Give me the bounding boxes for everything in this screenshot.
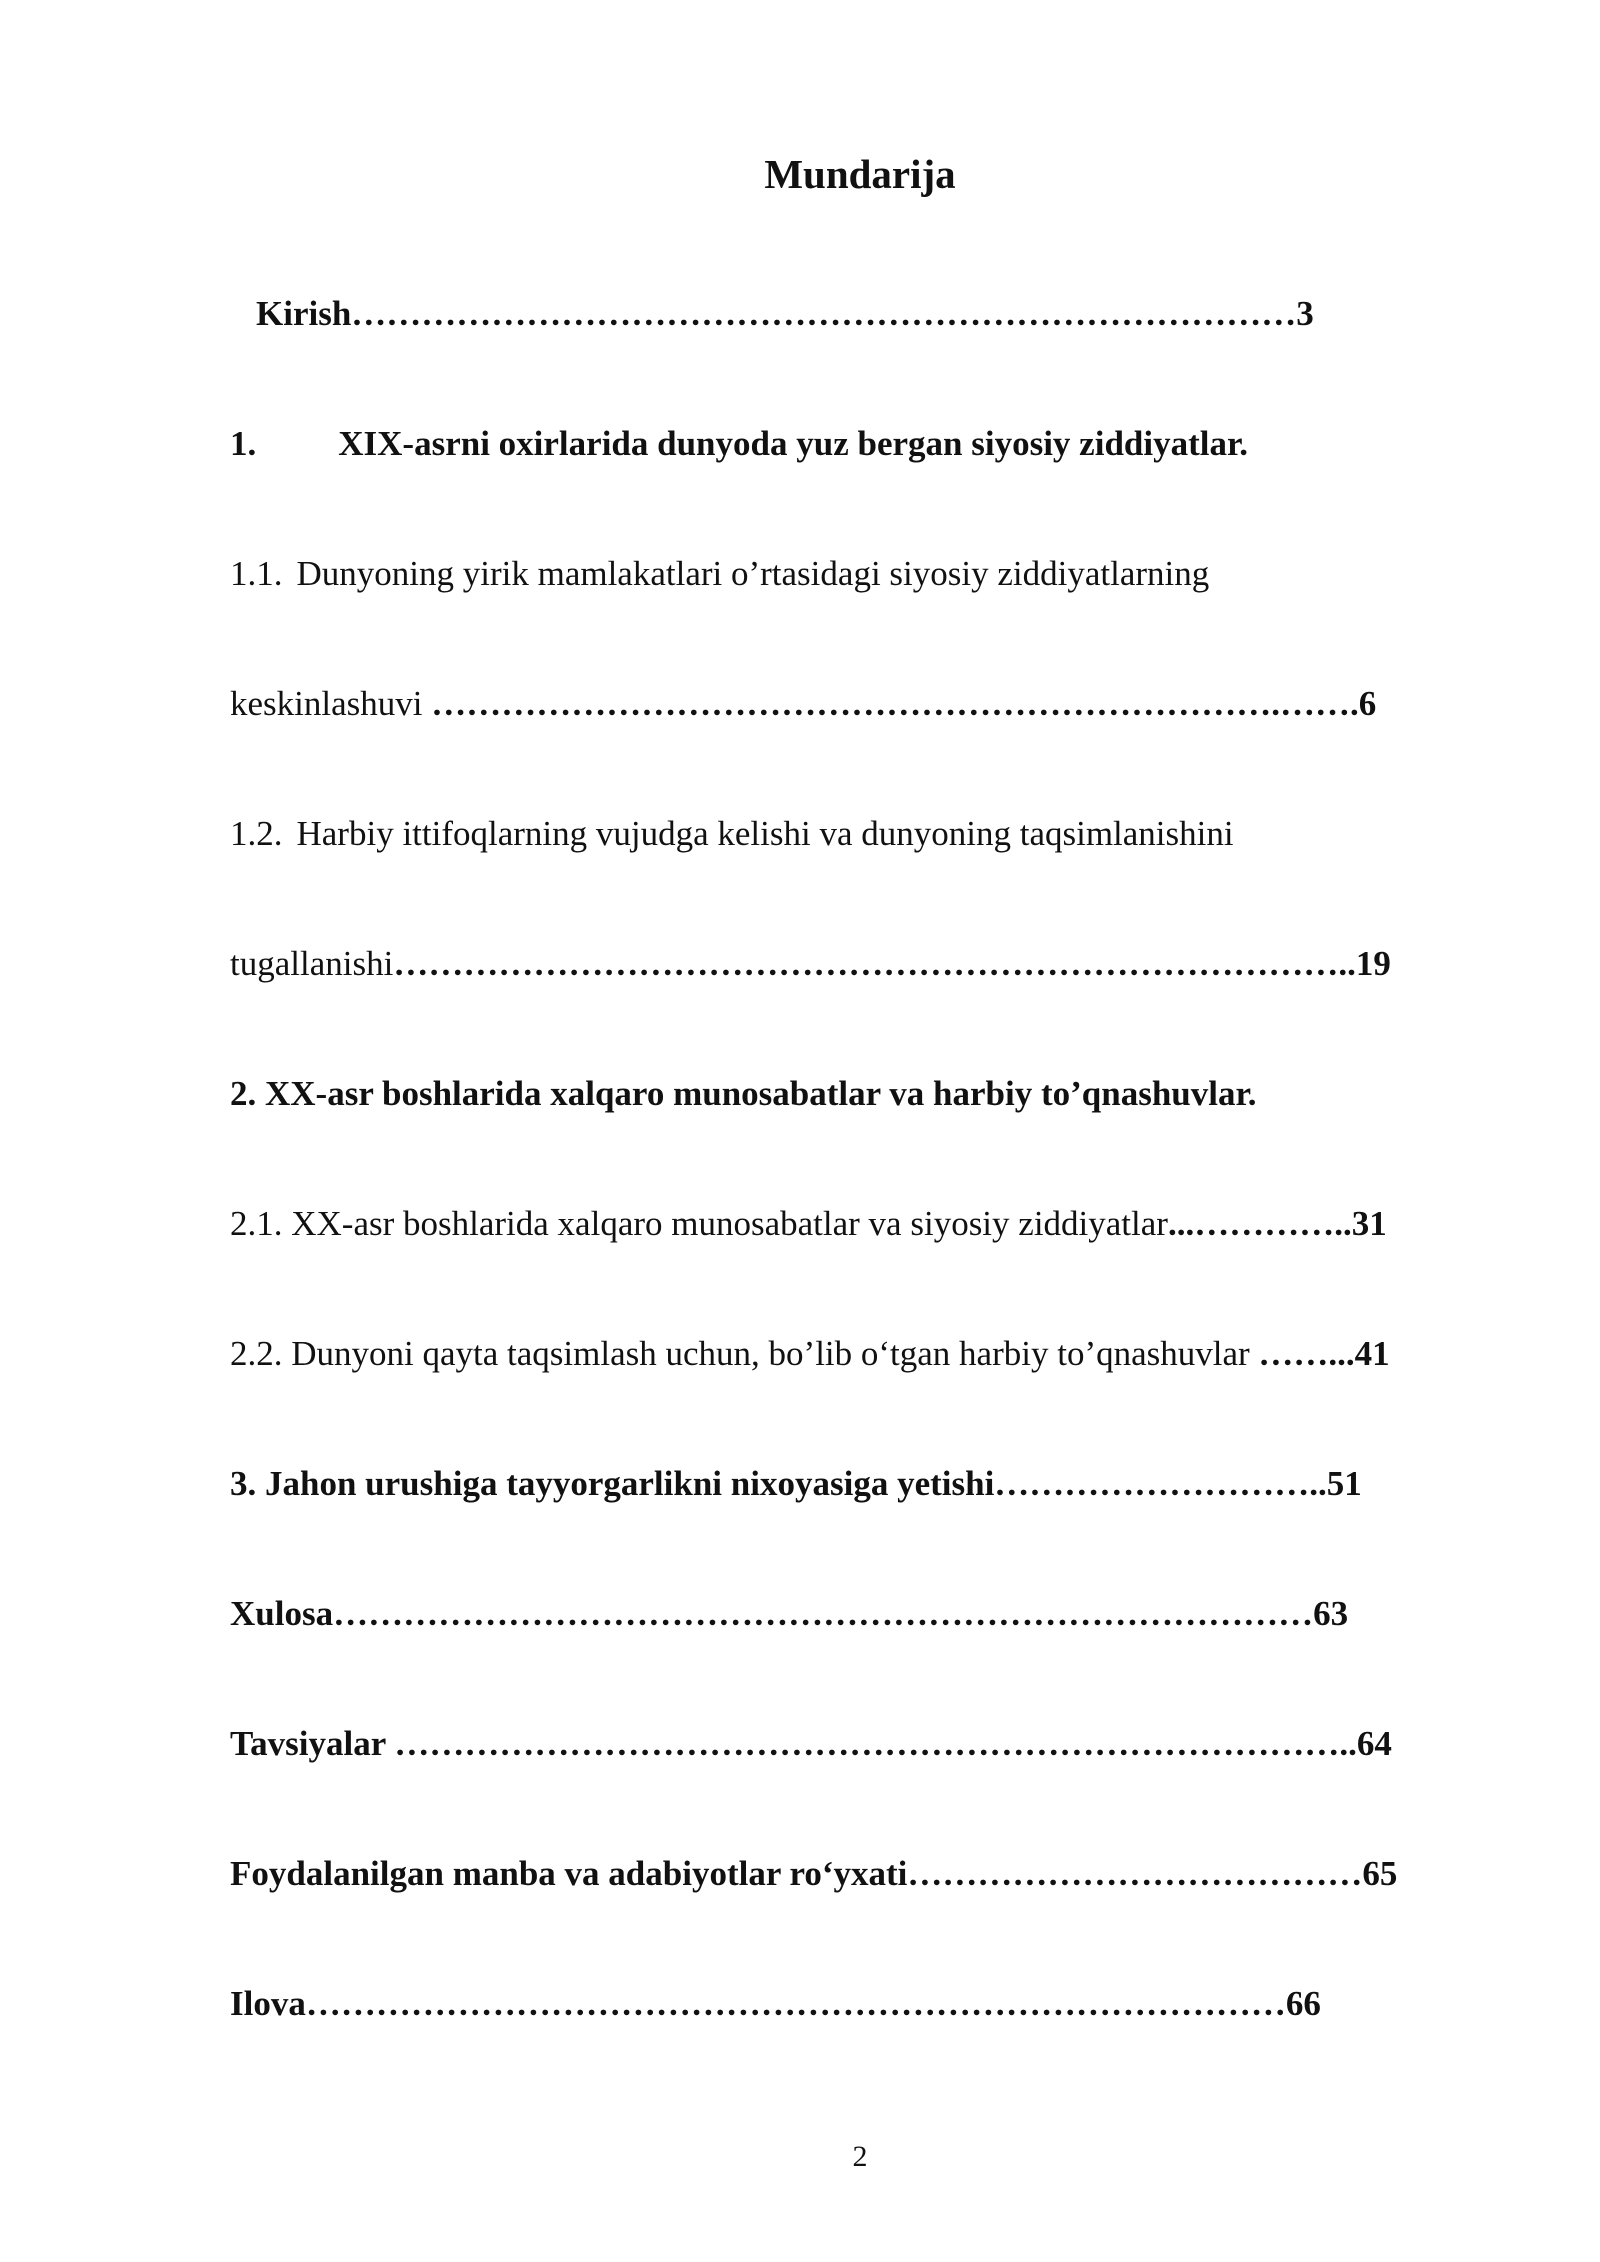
page-title: Mundarija [764, 151, 956, 197]
toc-entry-label: XIX-asrni oxirlarida dunyoda yuz bergan siyosiy ziddiyatlar. [338, 424, 1249, 463]
toc-page-number: 65 [1362, 1854, 1398, 1893]
toc-entry-chapter-1 [230, 426, 1248, 461]
toc-entry-label-continued: keskinlashuvi [230, 684, 423, 723]
toc-page-number: 3 [1296, 294, 1314, 333]
toc-entry-kirish [256, 296, 1314, 331]
toc-section-number: 1.1. [230, 554, 283, 593]
toc-leader-dots: ………………………………………………………………………… [333, 1594, 1314, 1633]
footer-page-number: 2 [852, 2140, 868, 2173]
toc-section-number: 1.2. [230, 814, 283, 853]
toc-leader-dots: ……………………………………………………………………….. [394, 1724, 1357, 1763]
toc-entry-ilova [230, 1986, 1321, 2021]
toc-entry-1-1-line2 [230, 686, 1376, 721]
toc-entry-label: Ilova [230, 1984, 306, 2023]
toc-leader-dots: ……... [1258, 1334, 1355, 1373]
toc-entry-1-2-line2 [230, 946, 1391, 981]
toc-entry-label: 3. Jahon urushiga tayyorgarlikni nixoyasiga yetishi [230, 1464, 995, 1503]
toc-entry-label: 2. XX-asr boshlarida xalqaro munosabatlar va harbiy to’qnashuvlar. [230, 1074, 1257, 1113]
toc-leader-dots: ……………………….. [994, 1464, 1327, 1503]
toc-entry-label: Harbiy ittifoqlarning vujudga kelishi va dunyoning taqsimlanishini [296, 814, 1234, 853]
toc-leader-dots: ……………………………………………………………………….. [393, 944, 1356, 983]
toc-entry-chapter-2 [230, 1076, 1257, 1111]
toc-entry-label: Tavsiyalar [230, 1724, 386, 1763]
toc-page-number: 66 [1285, 1984, 1321, 2023]
toc-page-number: 6 [1358, 684, 1377, 723]
toc-leader-dots: ……………………………………………………………….……. [431, 684, 1359, 723]
toc-entry-label: Xulosa [230, 1594, 334, 1633]
toc-entry-chapter-3 [230, 1466, 1362, 1501]
toc-page-number: 63 [1313, 1594, 1349, 1633]
toc-entry-1-2-line1 [230, 816, 1234, 851]
toc-entry-label: Foydalanilgan manba va adabiyotlar ro‘yxati [230, 1854, 908, 1893]
toc-entry-xulosa [230, 1596, 1348, 1631]
toc-entry-label-continued: tugallanishi [230, 944, 394, 983]
toc-leader-dots: ...………….. [1167, 1204, 1352, 1243]
toc-page-number: 51 [1326, 1464, 1362, 1503]
toc-leader-dots: ………………………………………………………………………… [305, 1984, 1286, 2023]
toc-leader-dots: ……………………………………………………………………… [351, 294, 1297, 333]
toc-entry-2-1 [230, 1206, 1387, 1241]
toc-entry-1-1-line1 [230, 556, 1209, 591]
toc-page-number: 64 [1356, 1724, 1392, 1763]
toc-entry-foydalanilgan [230, 1856, 1397, 1891]
toc-leader-dots: ………………………………… [907, 1854, 1363, 1893]
toc-entry-label: 2.1. XX-asr boshlarida xalqaro munosabatlar va siyosiy ziddiyatlar [230, 1204, 1168, 1243]
toc-entry-label: Kirish [256, 294, 352, 333]
toc-page-number: 19 [1355, 944, 1391, 983]
toc-entry-label: 2.2. Dunyoni qayta taqsimlash uchun, bo’lib o‘tgan harbiy to’qnashuvlar [230, 1334, 1250, 1373]
toc-page-number: 31 [1351, 1204, 1387, 1243]
toc-page-number: 41 [1354, 1334, 1390, 1373]
toc-entry-tavsiyalar [230, 1726, 1392, 1761]
toc-chapter-number: 1. [230, 424, 257, 463]
toc-entry-2-2 [230, 1336, 1390, 1371]
toc-entry-label: Dunyoning yirik mamlakatlari o’rtasidagi siyosiy ziddiyatlarning [296, 554, 1210, 593]
